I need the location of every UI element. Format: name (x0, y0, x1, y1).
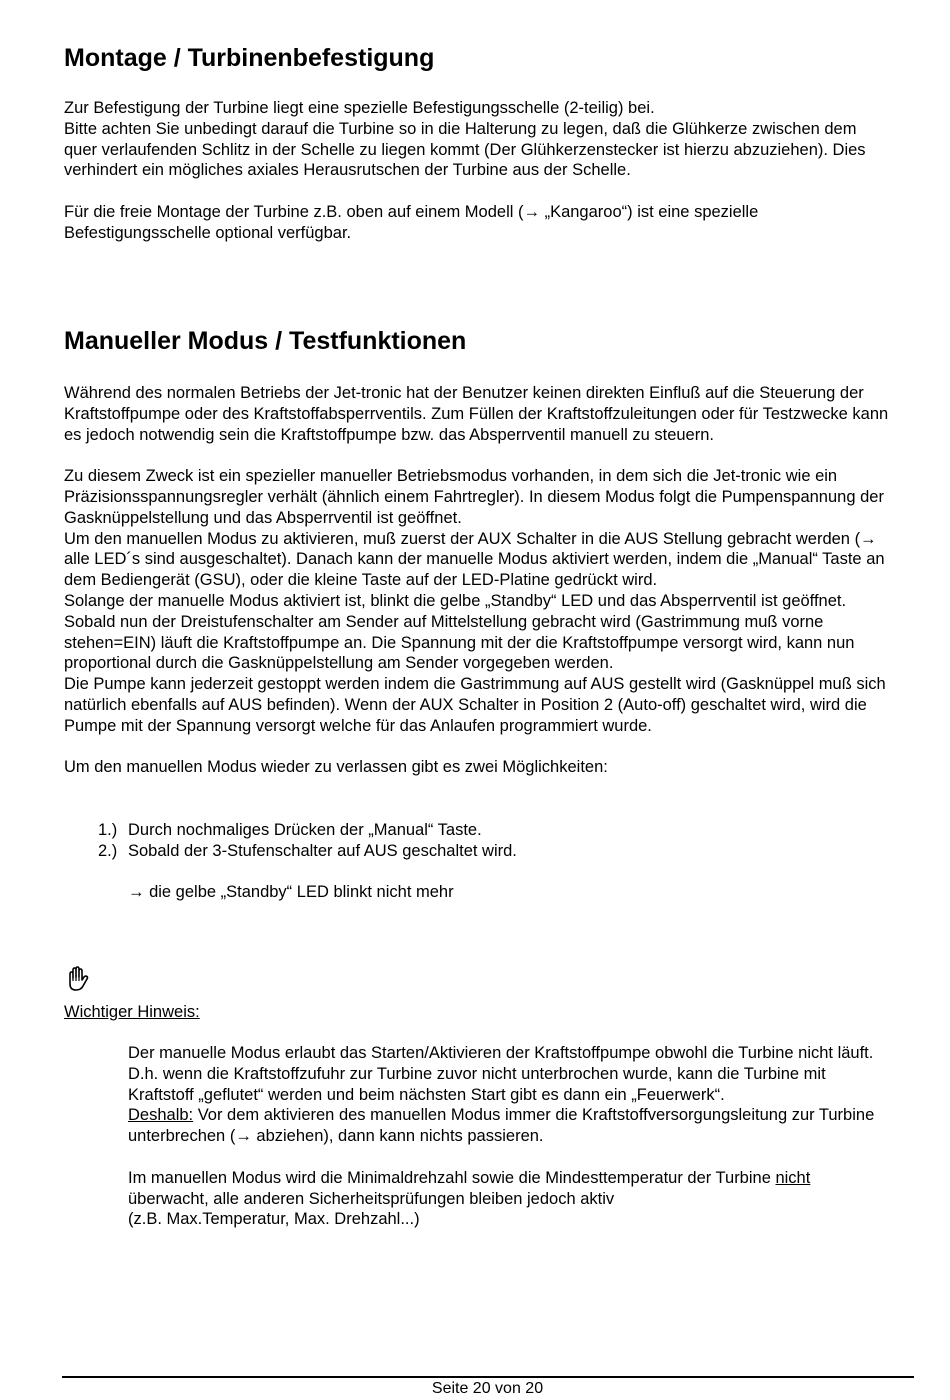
section-title-montage: Montage / Turbinenbefestigung (64, 44, 435, 72)
paragraph: Der manuelle Modus erlaubt das Starten/Aktivieren der Kraftstoffpumpe obwohl die Turbine nicht läuft. D.h. wenn die Kraftstoffzufuhr zur Turbine zuvor nicht unterbrochen wurde, kann die Turbine mit Kraftstoff „geflutet“ werden und beim nächsten Start gibt es dann ein „Feuerwerk“. (128, 1044, 874, 1104)
paragraph: Um den manuellen Modus zu aktivieren, muß zuerst der AUX Schalter in die AUS Stellung gebracht werden (→ alle LED´s sind ausgeschaltet). Danach kann der manuelle Modus aktiviert werden, indem die „Manual“ Taste an dem Bediengerät (GSU), oder die kleine Taste auf der LED-Platine gedrückt wird. (64, 529, 885, 590)
paragraph-text: überwacht, alle anderen Sicherheitsprüfungen bleiben jedoch aktiv (128, 1189, 615, 1208)
list-number: 2.) (98, 841, 118, 860)
list-text: Durch nochmaliges Drücken der „Manual“ Taste. (128, 821, 482, 839)
list-number: 1.) (98, 821, 118, 839)
paragraph: Zur Befestigung der Turbine liegt eine spezielle Befestigungsschelle (2-teilig) bei. (64, 99, 655, 117)
note-body (128, 1043, 894, 1230)
paragraph: Zu diesem Zweck ist ein spezieller manueller Betriebsmodus vorhanden, in dem sich die Jet-tronic wie ein Präzisionsspannungsregler verhält (ähnlich einem Fahrtregler). In diesem Modus folgt die Pumpenspannung der Gasknüppelstellung und das Absperrventil ist geöffnet. (64, 467, 884, 527)
paragraph: Für die freie Montage der Turbine z.B. oben auf einem Modell (→ „Kangaroo“) ist eine spezielle Befestigungsschelle optional verfügbar. (64, 202, 759, 242)
footer-divider (62, 1376, 914, 1378)
section-manual-body (64, 383, 894, 778)
paragraph: Um den manuellen Modus wieder zu verlassen gibt es zwei Möglichkeiten: (64, 758, 608, 777)
result-line: → die gelbe „Standby“ LED blinkt nicht mehr (128, 883, 454, 901)
paragraph: Solange der manuelle Modus aktiviert ist, blinkt die gelbe „Standby“ LED und das Absperrventil ist geöffnet. Sobald nun der Dreistufenschalter am Sender auf Mittelstellung gebracht wird (Gastrimmung muß vorne stehen=EIN) läuft die Kraftstoffpumpe an. Die Spannung mit der die Kraftstoffpumpe versorgt wird, kann nun proportional durch die Gasknüppelstellung am Sender vorgegeben werden. (64, 591, 855, 673)
hand-icon (64, 965, 92, 993)
list-item (98, 841, 517, 862)
paragraph (128, 1105, 894, 1147)
section-title-manueller-modus: Manueller Modus / Testfunktionen (64, 327, 467, 355)
deshalb-label: Deshalb: (128, 1106, 194, 1125)
paragraph: Die Pumpe kann jederzeit gestoppt werden indem die Gastrimmung auf AUS gestellt wird (Gasknüppel muß sich natürlich ebenfalls auf AUS befinden). Wenn der AUX Schalter in Position 2 (Auto-off) geschaltet wird, wird die Pumpe mit der Spannung versorgt welche für das Anlaufen programmiert wurde. (64, 675, 886, 735)
nicht-underlined: nicht (775, 1168, 811, 1187)
paragraph: Während des normalen Betriebs der Jet-tronic hat der Benutzer keinen direkten Einfluß auf die Steuerung der Kraftstoffpumpe oder des Kraftstoffabsperrventils. Zum Füllen der Kraftstoffzuleitungen oder für Testzwecke kann es jedoch notwendig sein die Kraftstoffpumpe bzw. das Absperrventil manuell zu steuern. (64, 384, 889, 444)
paragraph (128, 1168, 894, 1210)
list-item (98, 820, 517, 841)
paragraph: (z.B. Max.Temperatur, Max. Drehzahl...) (128, 1210, 420, 1229)
paragraph-text: Im manuellen Modus wird die Minimaldrehzahl sowie die Mindesttemperatur der Turbine (128, 1168, 776, 1187)
note-heading: Wichtiger Hinweis: (64, 1003, 200, 1021)
page-number: Seite 20 von 20 (431, 1380, 544, 1397)
list-text: Sobald der 3-Stufenschalter auf AUS geschaltet wird. (128, 841, 517, 860)
paragraph: Bitte achten Sie unbedingt darauf die Turbine so in die Halterung zu legen, daß die Glühkerze zwischen dem quer verlaufenden Schlitz in der Schelle zu liegen kommt (Der Glühkerzenstecker ist hierzu abzuziehen). Dies verhindert ein mögliches axiales Herausrutschen der Turbine aus der Schelle. (64, 119, 866, 180)
section-montage-body (64, 98, 894, 244)
paragraph-text: Vor dem aktivieren des manuellen Modus immer die Kraftstoffversorgungsleitung zur Turbine unterbrechen (→ abziehen), dann kann nichts passieren. (128, 1106, 875, 1146)
exit-options-list (98, 820, 517, 862)
